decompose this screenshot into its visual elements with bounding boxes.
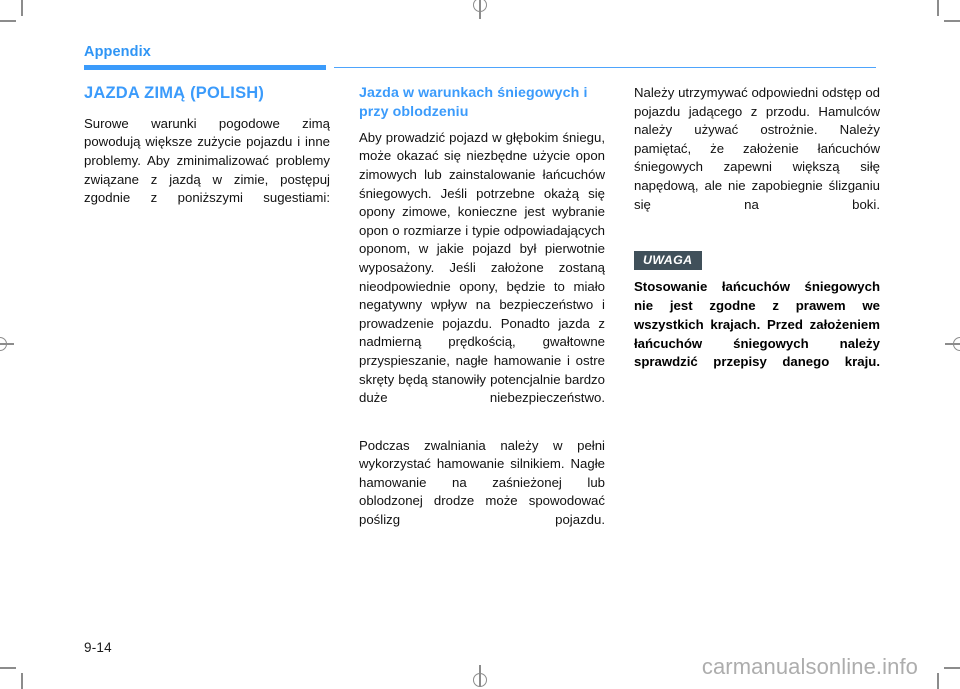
header-rule-thick xyxy=(84,65,326,70)
crop-mark-top-left-vertical xyxy=(21,0,23,16)
paragraph: Należy utrzymywać odpowiedni odstęp od pojazdu jadącego z przodu. Hamulców należy używać ostrożnie. Należy pamiętać, że założenie łańcuchów śniegowych zapewni większą siłę napędową, ale nie zapobiegnie ślizganiu się na boki. xyxy=(634,85,880,212)
column-right xyxy=(634,84,880,548)
page-number: 9-14 xyxy=(84,640,112,655)
crop-mark-top-left-horizontal xyxy=(0,20,16,22)
crop-mark-bottom-right-horizontal xyxy=(944,667,960,669)
notice-badge: UWAGA xyxy=(634,251,702,271)
paragraph: Aby prowadzić pojazd w głębokim śniegu, może okazać się niezbędne użycie opon zimowych lub zainstalowanie łańcuchów śniegowych. Jeśli potrzebne okażą się opony zimowe, konieczne jest wybranie opon o rozmiarze i typie odpowiadających oponom, w jakie pojazd był pierwotnie wyposażony. Jeśli założone zostaną nieodpowiednie opony, będzie to miało negatywny wpływ na bezpieczeństwo i prowadzenie pojazdu. Ponadto jazda z nadmierną prędkością, gwałtowne przyspieszanie, nagłe hamowanie i ostre skręty będą stanowiły potencjalnie bardzo duże niebezpieczeństwo. xyxy=(359,129,605,406)
column-middle xyxy=(359,84,605,548)
crop-mark-top-right-horizontal xyxy=(944,20,960,22)
crop-mark-bottom-right-vertical xyxy=(937,673,939,689)
notice-text: Stosowanie łańcuchów śniegowych nie jest zgodne z prawem we wszystkich krajach. Przed założeniem łańcuchów śniegowych należy sprawdzić przepisy danego kraju. xyxy=(634,279,880,370)
crop-mark-bottom-left-vertical xyxy=(21,673,23,689)
crop-mark-top-right-vertical xyxy=(937,0,939,16)
header-rule-thin xyxy=(334,67,876,68)
crop-mark-bottom-left-horizontal xyxy=(0,667,16,669)
section-subtitle: Jazda w warunkach śniegowych i przy oblodzeniu xyxy=(359,85,588,120)
chapter-title: JAZDA ZIMĄ (POLISH) xyxy=(84,84,265,102)
section-tag: Appendix xyxy=(84,44,151,60)
paragraph: Surowe warunki pogodowe zimą powodują większe zużycie pojazdu i inne problemy. Aby zminimalizować problemy związane z jazdą w zimie, postępuj zgodnie z poniższymi sugestiami: xyxy=(84,115,330,206)
watermark: carmanualsonline.info xyxy=(701,654,918,679)
column-left xyxy=(84,84,330,548)
paragraph: Podczas zwalniania należy w pełni wykorzystać hamowanie silnikiem. Nagłe hamowanie na zaśnieżonej lub oblodzonej drodze może spowodować poślizg pojazdu. xyxy=(359,437,605,527)
content-columns xyxy=(84,84,880,548)
